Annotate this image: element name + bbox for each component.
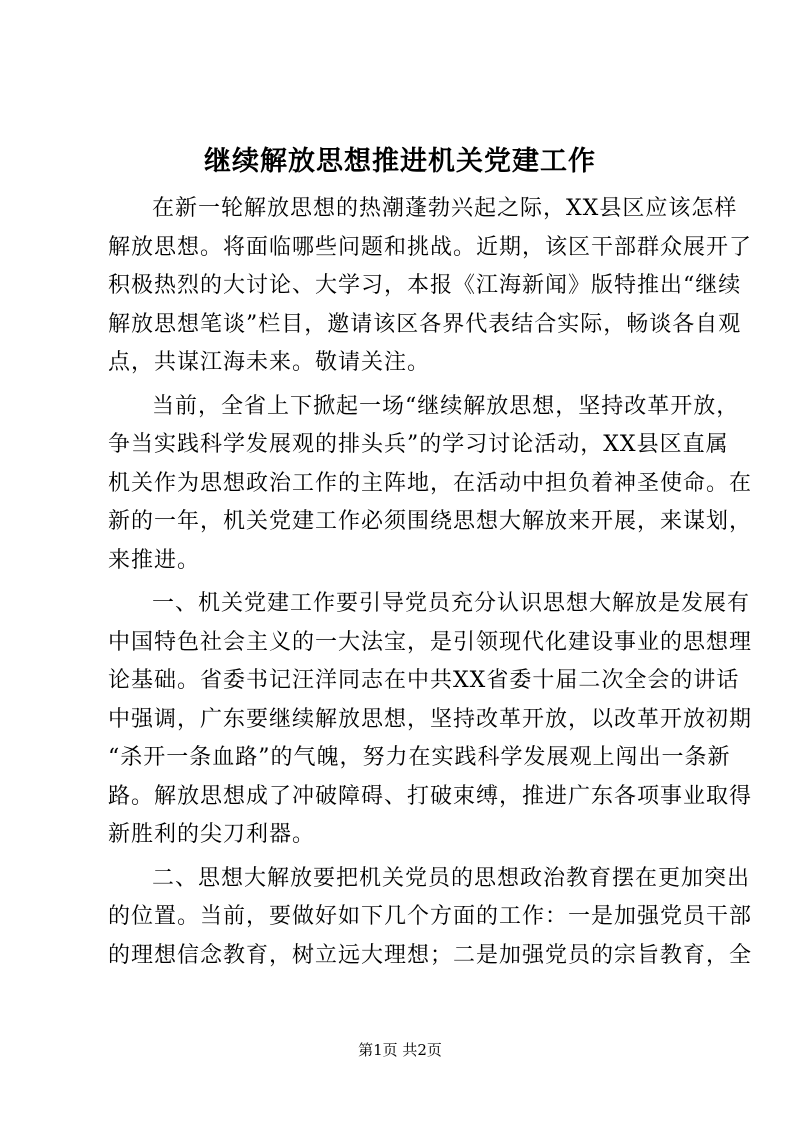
paragraph-line: “杀开一条血路”的气魄，努力在实践科学发展观上闯出一条新 (108, 745, 731, 770)
paragraph-line: 路。解放思想成了冲破障碍、打破束缚，推进广东各项事业取得 (108, 783, 753, 809)
paragraph-line: 解放思想。将面临哪些问题和挑战。近期，该区干部群众展开了 (108, 234, 753, 260)
document-title: 继续解放思想推进机关党建工作 (204, 146, 596, 177)
paragraph-line: 点，共谋江海未来。敬请关注。 (108, 350, 431, 375)
page-footer: 第1页 共2页 (358, 1041, 442, 1059)
paragraph-line: 来推进。 (108, 547, 201, 573)
paragraph-current (108, 388, 753, 581)
paragraph-line: 积极热烈的大讨论、大学习，本报《江海新闻》版特推出“继续 (108, 273, 742, 298)
paragraph-line: 新胜利的尖刀利器。 (108, 822, 316, 847)
paragraph-point-two (108, 860, 753, 976)
paragraph-line: 中国特色社会主义的一大法宝，是引领现代化建设事业的思想理 (108, 629, 753, 655)
paragraph-line: 新的一年，机关党建工作必须围绕思想大解放来开展，来谋划， (108, 509, 753, 534)
paragraph-line: 一、机关党建工作要引导党员充分认识思想大解放是发展有 (152, 591, 751, 616)
paragraph-line: 当前，全省上下掀起一场“继续解放思想，坚持改革开放， (152, 393, 740, 419)
paragraph-line: 在新一轮解放思想的热潮蓬勃兴起之际，XX县区应该怎样 (152, 196, 738, 221)
paragraph-line: 二、思想大解放要把机关党员的思想政治教育摆在更加突出 (152, 865, 751, 891)
paragraph-line: 争当实践科学发展观的排头兵”的学习讨论活动，XX县区直属 (108, 432, 729, 457)
paragraph-line: 中强调，广东要继续解放思想，坚持改革开放，以改革开放初期 (108, 706, 753, 732)
document-body (108, 190, 753, 975)
paragraph-intro (108, 190, 753, 383)
paragraph-line: 机关作为思想政治工作的主阵地，在活动中担负着神圣使命。在 (108, 470, 753, 496)
paragraph-line: 解放思想笔谈”栏目，邀请该区各界代表结合实际，畅谈各自观 (108, 311, 742, 337)
paragraph-line: 的位置。当前，要做好如下几个方面的工作：一是加强党员干部 (108, 904, 753, 929)
paragraph-point-one (108, 585, 753, 855)
paragraph-line: 论基础。省委书记汪洋同志在中共XX省委十届二次全会的讲话 (108, 668, 740, 693)
paragraph-line: 的理想信念教育，树立远大理想；二是加强党员的宗旨教育，全 (108, 942, 753, 968)
